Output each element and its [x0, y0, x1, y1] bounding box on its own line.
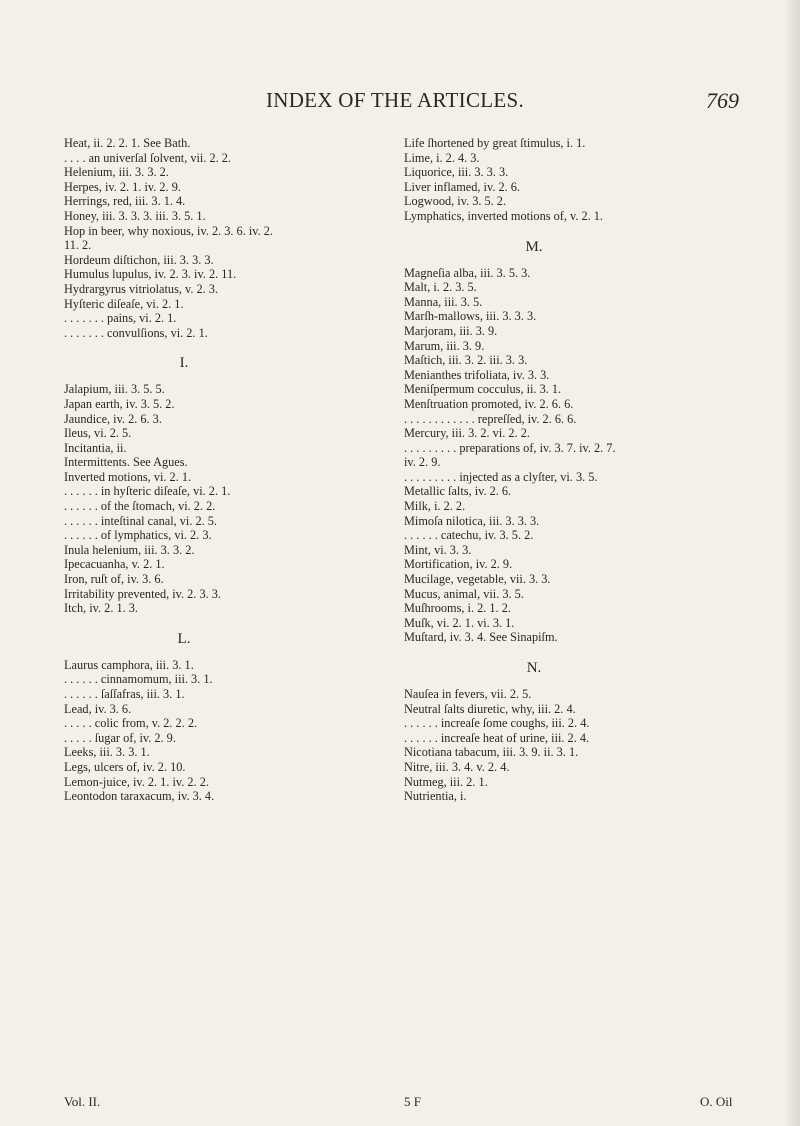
index-entry: Leontodon taraxacum, iv. 3. 4. — [64, 789, 215, 804]
index-entry: . . . . . . catechu, iv. 3. 5. 2. — [404, 528, 534, 543]
index-entry: Mimoſa nilotica, iii. 3. 3. 3. — [404, 513, 540, 528]
index-entry: Marum, iii. 3. 9. — [404, 338, 485, 353]
index-entry: Hordeum diſtichon, iii. 3. 3. 3. — [64, 252, 214, 267]
index-entry: Japan earth, iv. 3. 5. 2. — [64, 396, 175, 411]
index-entry: . . . . . . of lymphatics, vi. 2. 3. — [64, 528, 212, 543]
index-entry: Jalapium, iii. 3. 5. 5. — [64, 382, 165, 397]
index-entry: Lymphatics, inverted motions of, v. 2. 1. — [404, 208, 604, 223]
section-letter: L. — [177, 630, 191, 647]
index-entry: Marſh-mallows, iii. 3. 3. 3. — [404, 309, 537, 324]
index-entry: Muſtard, iv. 3. 4. See Sinapiſm. — [404, 630, 558, 645]
index-entry: Helenium, iii. 3. 3. 2. — [64, 165, 169, 180]
section-letter: I. — [179, 355, 189, 372]
index-entry: . . . . . . . . . injected as a clyſter, vi. 3. 5. — [404, 469, 598, 484]
index-entry: Heat, ii. 2. 2. 1. See Bath. — [64, 136, 191, 150]
index-entry: . . . . . . . . . . . . repreſſed, iv. 2. 6. 6. — [404, 411, 577, 426]
index-entry: . . . . . . increaſe heat of urine, iii. 2. 4. — [404, 730, 590, 745]
index-entry: Inula helenium, iii. 3. 3. 2. — [64, 542, 195, 557]
index-entry: . . . . . colic from, v. 2. 2. 2. — [64, 716, 198, 731]
index-entry: Nauſea in fevers, vii. 2. 5. — [404, 687, 532, 701]
index-entry: Ileus, vi. 2. 5. — [64, 426, 132, 441]
index-entry: iv. 2. 9. — [404, 455, 441, 470]
index-entry: . . . . . . ſaſſafras, iii. 3. 1. — [64, 687, 185, 701]
index-entry: Mucus, animal, vii. 3. 5. — [404, 586, 524, 601]
index-entry: Mercury, iii. 3. 2. vi. 2. 2. — [404, 426, 530, 441]
index-entry: Meniſpermum cocculus, ii. 3. 1. — [404, 382, 562, 397]
index-entry: Inverted motions, vi. 2. 1. — [64, 469, 192, 484]
index-entry: Marjoram, iii. 3. 9. — [404, 323, 498, 338]
page-title: INDEX OF THE ARTICLES. — [265, 88, 525, 112]
index-entry: Mucilage, vegetable, vii. 3. 3. — [404, 572, 551, 587]
index-column-left — [64, 136, 394, 804]
index-entry: Leeks, iii. 3. 3. 1. — [64, 745, 150, 760]
index-column-right — [404, 136, 784, 804]
index-entry: Incitantia, ii. — [64, 440, 127, 455]
index-entry: Menſtruation promoted, iv. 2. 6. 6. — [404, 396, 574, 411]
index-entry: . . . . . . . . . preparations of, iv. 3. 7. iv. 2. 7. — [404, 440, 616, 455]
index-entry: Intermittents. See Agues. — [64, 455, 188, 470]
index-entry: Hop in beer, why noxious, iv. 2. 3. 6. iv. 2. — [64, 223, 273, 238]
index-entry: Lead, iv. 3. 6. — [64, 701, 132, 716]
index-entry: Muſk, vi. 2. 1. vi. 3. 1. — [404, 615, 515, 630]
index-entry: . . . . an univerſal ſolvent, vii. 2. 2. — [64, 150, 232, 165]
index-entry: Iron, ruſt of, iv. 3. 6. — [64, 572, 164, 587]
volume-label: Vol. II. — [64, 1094, 101, 1109]
index-entry: Life ſhortened by great ſtimulus, i. 1. — [404, 136, 586, 150]
index-entry: Lime, i. 2. 4. 3. — [404, 150, 480, 165]
index-entry: . . . . . . cinnamomum, iii. 3. 1. — [64, 672, 213, 687]
signature-mark: 5 F — [404, 1094, 421, 1109]
index-entry: Itch, iv. 2. 1. 3. — [64, 601, 138, 616]
index-entry: Herpes, iv. 2. 1. iv. 2. 9. — [64, 179, 181, 194]
index-entry: Mint, vi. 3. 3. — [404, 542, 472, 557]
page-number: 769 — [706, 88, 739, 113]
index-entry: . . . . . . . pains, vi. 2. 1. — [64, 311, 177, 326]
index-entry: Metallic ſalts, iv. 2. 6. — [404, 484, 512, 499]
index-entry: Nutrientia, i. — [404, 789, 467, 804]
index-entry: Honey, iii. 3. 3. 3. iii. 3. 5. 1. — [64, 208, 206, 223]
index-entry: Laurus camphora, iii. 3. 1. — [64, 657, 194, 672]
index-entry: Magneſia alba, iii. 3. 5. 3. — [404, 265, 531, 280]
index-entry: . . . . . . in hyſteric diſeaſe, vi. 2. 1. — [64, 484, 231, 499]
index-entry: Hyſteric diſeaſe, vi. 2. 1. — [64, 296, 184, 311]
page-header — [0, 88, 800, 122]
index-entry: . . . . . . inteſtinal canal, vi. 2. 5. — [64, 513, 217, 528]
index-entry: Milk, i. 2. 2. — [404, 499, 466, 514]
index-entry: 11. 2. — [64, 238, 92, 253]
index-entry: Nicotiana tabacum, iii. 3. 9. ii. 3. 1. — [404, 745, 579, 760]
index-entry: . . . . . ſugar of, iv. 2. 9. — [64, 730, 176, 745]
index-entry: Liver inflamed, iv. 2. 6. — [404, 179, 520, 194]
index-entry: Lemon-juice, iv. 2. 1. iv. 2. 2. — [64, 774, 209, 789]
index-entry: Logwood, iv. 3. 5. 2. — [404, 194, 507, 209]
index-entry: Ipecacuanha, v. 2. 1. — [64, 557, 165, 572]
index-entry: Nitre, iii. 3. 4. v. 2. 4. — [404, 759, 510, 774]
index-entry: Manna, iii. 3. 5. — [404, 294, 483, 309]
index-entry: Jaundice, iv. 2. 6. 3. — [64, 411, 162, 426]
index-entry: Neutral ſalts diuretic, why, iii. 2. 4. — [404, 701, 576, 716]
page-edge — [786, 0, 800, 1126]
index-entry: . . . . . . of the ſtomach, vi. 2. 2. — [64, 499, 216, 514]
index-entry: Hydrargyrus vitriolatus, v. 2. 3. — [64, 281, 219, 296]
catchword: O. Oil — [700, 1094, 733, 1109]
index-entry: Humulus lupulus, iv. 2. 3. iv. 2. 11. — [64, 267, 237, 282]
index-entry: Irritability prevented, iv. 2. 3. 3. — [64, 586, 221, 601]
index-entry: Legs, ulcers of, iv. 2. 10. — [64, 759, 186, 774]
index-entry: Muſhrooms, i. 2. 1. 2. — [404, 601, 511, 616]
index-entry: Herrings, red, iii. 3. 1. 4. — [64, 194, 186, 209]
page-footer — [0, 1094, 800, 1112]
section-letter: N. — [526, 660, 542, 676]
index-entry: Menianthes trifoliata, iv. 3. 3. — [404, 367, 550, 382]
index-entry: Maſtich, iii. 3. 2. iii. 3. 3. — [404, 353, 528, 368]
index-entry: . . . . . . increaſe ſome coughs, iii. 2. 4. — [404, 716, 590, 731]
section-letter: M. — [525, 238, 543, 255]
index-entry: . . . . . . . convulſions, vi. 2. 1. — [64, 325, 208, 340]
index-entry: Mortification, iv. 2. 9. — [404, 557, 513, 572]
index-entry: Nutmeg, iii. 2. 1. — [404, 774, 488, 789]
index-entry: Malt, i. 2. 3. 5. — [404, 280, 477, 295]
index-entry: Liquorice, iii. 3. 3. 3. — [404, 165, 509, 180]
